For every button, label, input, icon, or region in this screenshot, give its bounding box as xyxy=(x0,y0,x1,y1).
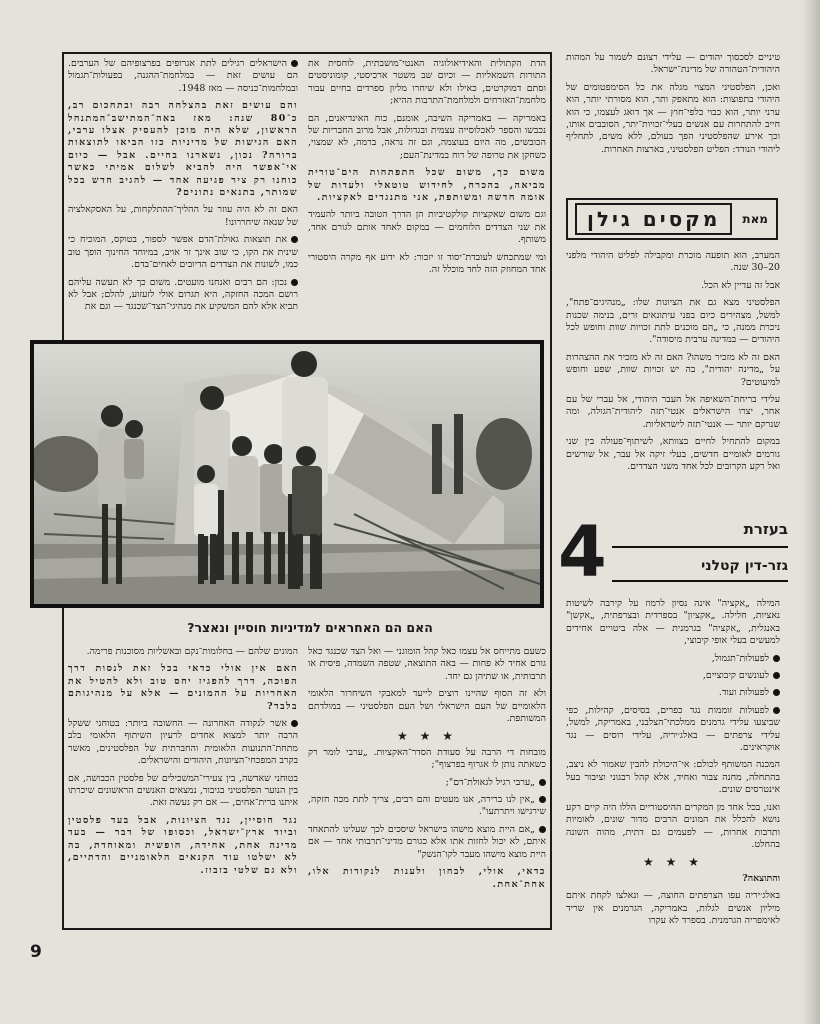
emphasis-paragraph: משום כך, משום שכל התפתחות הים־טורית מביאה, בהכרח, לחידוש טוטאלי ולעדות של אומה חדשה ומשותפת, אני מתנגדים לאקציות. xyxy=(308,167,546,204)
paragraph: ולא זה הסוף שהיינו רוצים לייעד למאבקי השיחרור הלאומי הלאומיים של העם הישראלי ושל העם הפלסטיני — במולדתם המשותפת. xyxy=(308,688,546,725)
paragraph: המילה „אקציה" אינה נסיון לרמוז על קירבה לשיטות נאציות, חלילה. „אקציון" בספרדית ובצרפתית, „אקשן" באנגלית, „אקציה" בגרמנית — אלה ביטויים אחידים למעשים בעלי אופי קיבוצי, xyxy=(566,598,780,647)
paragraph: האם זה לא היה עוזר על ההליך־ההתלקחות, על האסקאלציה של שנאה שיחררונו! xyxy=(68,204,298,228)
bullet-icon xyxy=(773,689,780,696)
box-left-column xyxy=(68,58,298,336)
emphasis-paragraph: נגד חוסיין, נגד הציונות, אבל בעד פלסטין וביוד ארץ־ישראל, וכסופו של דבר — בעד מדינה אחת, אחידה, חופשית ומאוחדת, בה לא ישלטו עוד הקנאים הלאומניים והדתיים, ולא גם שלטי בזבוז. xyxy=(68,814,298,876)
bullet-icon xyxy=(291,60,298,67)
paragraph: הדת הקתולית והאידיאולוגיה האנטי־מושבתית, לוחסית את התורות השמאליות — וכיום שב משטר ארכיסטי, קומוניסטים וסתם דמוקרטים, כאילו ולא שיחרו מליון ספרדים בחיים עבור מלחמת־האזרחים ולמלחמת־התרבות ההיא; xyxy=(308,58,546,107)
list-item: אשר לנקודה האחרונה — החשובה ביותר: בטוחני ששקל הרבה יותר למצוא אחדים לרעיון השיתוף הלאומי בלב מתחת־התנועות הלאומית והחברתית של הפלסטינים, מאשר בקרב המפכחי־הציונות, היהודים והישראלים. xyxy=(68,718,298,767)
section-4-header xyxy=(552,511,788,593)
bottom-right-column xyxy=(308,646,546,924)
divider xyxy=(612,546,788,548)
section-number: 4 xyxy=(558,511,607,593)
paragraph: במקום להתחיל לחיים בצוותא, לשיתוף־פעולה בין שני גורמים לאומיים חדשים, בעלי זיקה אל עבר, אל שורשים ואל רקע הקרובים לכל אחד משני הצדדים. xyxy=(566,436,780,473)
paragraph: טיניים לסכסוך יהודים — עלידי רצונם לשמור על המהות היהודית־הטהורה של מדינת־ישראל. xyxy=(566,52,780,76)
bullet-icon xyxy=(773,672,780,679)
list-item: הישראלים רגילים לתת אגרופים בפרצופיהם של הערבים. הם עושים זאת — במלחמת־ההגנה, בפעולות־תגמול ובמלחמות־כניסה — מאז 1948. xyxy=(68,58,298,94)
paragraph: מובחות די הרבה על סעודת הסדר־האקציות. „ערבי לומר רק כשאתה נותן לו אגרוף בפרצוף"; xyxy=(308,746,546,771)
box-right-column xyxy=(308,58,546,336)
section-title: בעזרת xyxy=(743,520,788,538)
right-column-top xyxy=(566,52,780,192)
article-photo xyxy=(30,340,544,608)
paragraph: הפלסטיני מצא גם את הציונות שלו: „מנהיגים־פתח", למשל, מצהירים כיום בפני עיתונאים זרים, בנימה שכנות ניכרת ממנה, כי „הם מוכנים לתת זכויות שוות וחופש לכל היהודים — במדינה ערבית מיסודה". xyxy=(566,297,780,346)
subhead: והתוצאה? xyxy=(742,872,780,884)
bullet-icon xyxy=(773,655,780,662)
emphasis-paragraph: כדאי, אולי, לבחון ולענות לנקודות אלו, אחת־אחת. xyxy=(308,866,546,890)
paragraph: עלידי בריחת־השאיפה אל העבר היהודי, אל עברי של עם אחר, יצרו הישראלים אנטי־תזה ליהודית־הגולה, ומה שנרקם יותר — אנטי־תזה לישראליות. xyxy=(566,394,780,430)
article-headline: האם הם האחראים למדיניות חוסיין ונאצר? xyxy=(187,620,433,635)
paragraph: כשעם מתייחס אל עצמו כאל קהל הומוגני — ואל הצד שכנגד כאל גורם אחיד לא פחות — באה התוצאה, שטפה השמדה, פיסית או תרבותית, או שתיהן גם יחד. xyxy=(308,646,546,682)
paragraph: האם זה לא מזכיר משהו? האם זה לא מזכיר את ההצהרות על „מדינה יהודית", בה יש זכויות שוות, שפע וחופש למיעוטים? xyxy=(566,351,780,388)
paragraph: וגם משום שאקציות קולקטיביות הן הדרך הטובה ביותר להעמיד את שני הצדדים הלוחמים — במקום לאחד אותם לגורם אחד, משותף. xyxy=(308,209,546,246)
emphasis-paragraph: האם אין אולי כדאי בכל זאת לנסות דרך הפוכה, דרך להפגיז יחס טוב ולא להטיל את האחריות על ההמונים — אלא על מנהיגותם בלבד? xyxy=(68,663,298,712)
paragraph: המונים שלהם — בחלומות־נקם ובאשליות מסוכנות פרימה. xyxy=(86,646,298,657)
bullet-icon xyxy=(539,826,546,833)
bottom-left-column xyxy=(68,646,298,924)
bullet-icon xyxy=(539,796,546,803)
paragraph: ואנו, בכל אחד מן המקרים ההיסטוריים הללו היה קיים רקע נושא להכלל את המונים הרבים מדור שונים, לאומיות ותרבות אחרות, — לפעמים גם דתית, מהוה השונה בהחלט. xyxy=(566,801,780,850)
paragraph: ומי שמתכחש לעובדת־יסוד זו יזכור: לא ידוע אף מקרה היסטורי אחד המחוזק הזה לחד מוכלל זה. xyxy=(308,251,546,276)
paragraph: בטוחני שאדשה, בין צעירי־המשכילים של פלסטין הכבושה, אם בין הנוער הפלסטיני בגיבור, נמצאים האנשים הראשונים שיכרתו איתנו ברית־אחים, — אם רק נעשה זאת. xyxy=(68,772,298,809)
bullet-icon xyxy=(291,720,298,727)
stars-divider: ★ ★ ★ xyxy=(643,855,703,870)
divider xyxy=(612,580,788,582)
list-item: את תוצאות גאולת־הדם אפשר לספור, בטוקס, המוכיח כי שינית את הקו, כי שוב אינך זר אויב, במיוחד החינוך הופך טוב כמו, לשונות את הצדדים הדיובים לאחים־בדם. xyxy=(68,234,298,271)
right-column-bottom xyxy=(566,598,780,930)
list-item: נכון: הם רבים ואנחנו מועטים. משום כך לא תעשה עליהם רושם המכה החזקה, היא תגרום אולי לזעזוע, להלם; אבל לא תביא אלא להם המשקיע את מנהיגי־הצד־שכנגד — וגם את xyxy=(68,276,298,313)
list-item: לעונשים קיבוציים, xyxy=(566,670,780,682)
paragraph: אבל זה עדיין לא הכל. xyxy=(701,279,780,291)
photo-illustration xyxy=(34,344,540,604)
paragraph: ואכן, הפלסטיני המצוי מגלה את כל הסימפטומים של היהודי בתפוצות: הוא מתאפק ותר, הוא מסורתי יותר, הוא ערני יותר, הוא כבוי כלפי־חוץ — אך דואג לעצמו, כי הוא חייב להתחרות עם אנשים בעלי־זכויות־יתר, הסובבים אותו, וכך אירע שהפלסטיני הפך בעולם, ללא משים, לתחליף ליהודי הנודד: הפליט הפלסטיני, בארצות האחרות. xyxy=(566,81,780,155)
paragraph: באמריקה — באמריקה השיבה, אומנם, כוח האינדיאנים, הם נכבשו והספר לאכלוסייה עצמית ובגדולות, אבל מרוב החבריות של הכובשים, מה היום בעוצמה, וגם זה נראה, ברמה, לא שמצוי, כשחקן את טרופה של רוח במדינת־העם; xyxy=(308,112,546,161)
bullet-icon xyxy=(773,707,780,714)
emphasis-paragraph: והם עושים זאת בהצלחה רבה ובתחכום רב, כ־80 שנה: מאז באה־המתישב־המתנחל הראשון, שלא היה מוכן להעסיק אצלו ערבי, האם הגישות של מדיניות כזו הביאו לתוצאות ברורה? נכון, נשארנו בחיים. אבל — כיום אי־אפשר היה להביא לשלום אמיתי כאשר כוחנו רק ציר פגיעה אחד — להגיב חדש בכל שמותר, בתנאים נתונים? xyxy=(68,100,298,199)
list-item: „אם היית מוצא מישהו בישראל שיסכים לכך שעלינו להתאחד איתם, לא יכול לחזות אתו אלא כגורם מדיני־תרבותי אחד — אם היית מוצא מישהו מעבר לקו־הנשק" xyxy=(308,823,546,860)
bullet-icon xyxy=(291,236,298,243)
list-item: לפעולות ועוד. xyxy=(566,687,780,699)
paragraph: המערב, הוא תופעה מוכרת ומקבילה לפליט היהודי מלפני 20–30 שנה. xyxy=(566,250,780,274)
page-edge-shadow xyxy=(802,0,820,1024)
right-column-mid xyxy=(566,250,780,512)
page-number: 9 xyxy=(30,942,42,962)
byline-from: מאת xyxy=(742,212,768,226)
paragraph: המכנה המשותף לכולם: אי־היכולת להבין שאמור לא ניצב, בהתחלה, מחנה צבור ואחיד, אלא קהל רבגוני וציבור בעל אינטרסים שונים. xyxy=(566,759,780,796)
list-item: לפעולות זוממות נגד כפרים, בסיסים, קהילות, כפי שביצעו עלידי גרמנים ממלכתי־הצלבני, באמריקה, למשל, עלידי צרפתים — באלג׳יריה, עלידי רוסים — נגד אוקראינים. xyxy=(566,704,780,754)
stars-divider: ★ ★ ★ xyxy=(397,729,457,744)
list-item: לפעולות־תגמול, xyxy=(566,653,780,665)
paragraph: באלג׳יריה עפו הצרפתים החוצה, — ונאלצו לקחת איתם מיליון אנשים לגלות, באמריקה, הגרמנים אין שריד לאימפריה הגרמנית. בספרד לא עקרו xyxy=(566,890,780,926)
list-item: „אין לנו ברירה, אנו מעטים והם רבים, צריך לתת מכה חזקה, שירגישו ויתרתעו". xyxy=(308,794,546,818)
bullet-icon xyxy=(291,279,298,286)
bullet-icon xyxy=(539,779,546,786)
list-item: „ערבי רגיל לגאולת־דם"; xyxy=(308,777,546,789)
section-subtitle: גזר-דין קטלני xyxy=(701,558,788,574)
byline-author: מקסים גילן xyxy=(575,203,732,235)
byline xyxy=(566,198,778,240)
